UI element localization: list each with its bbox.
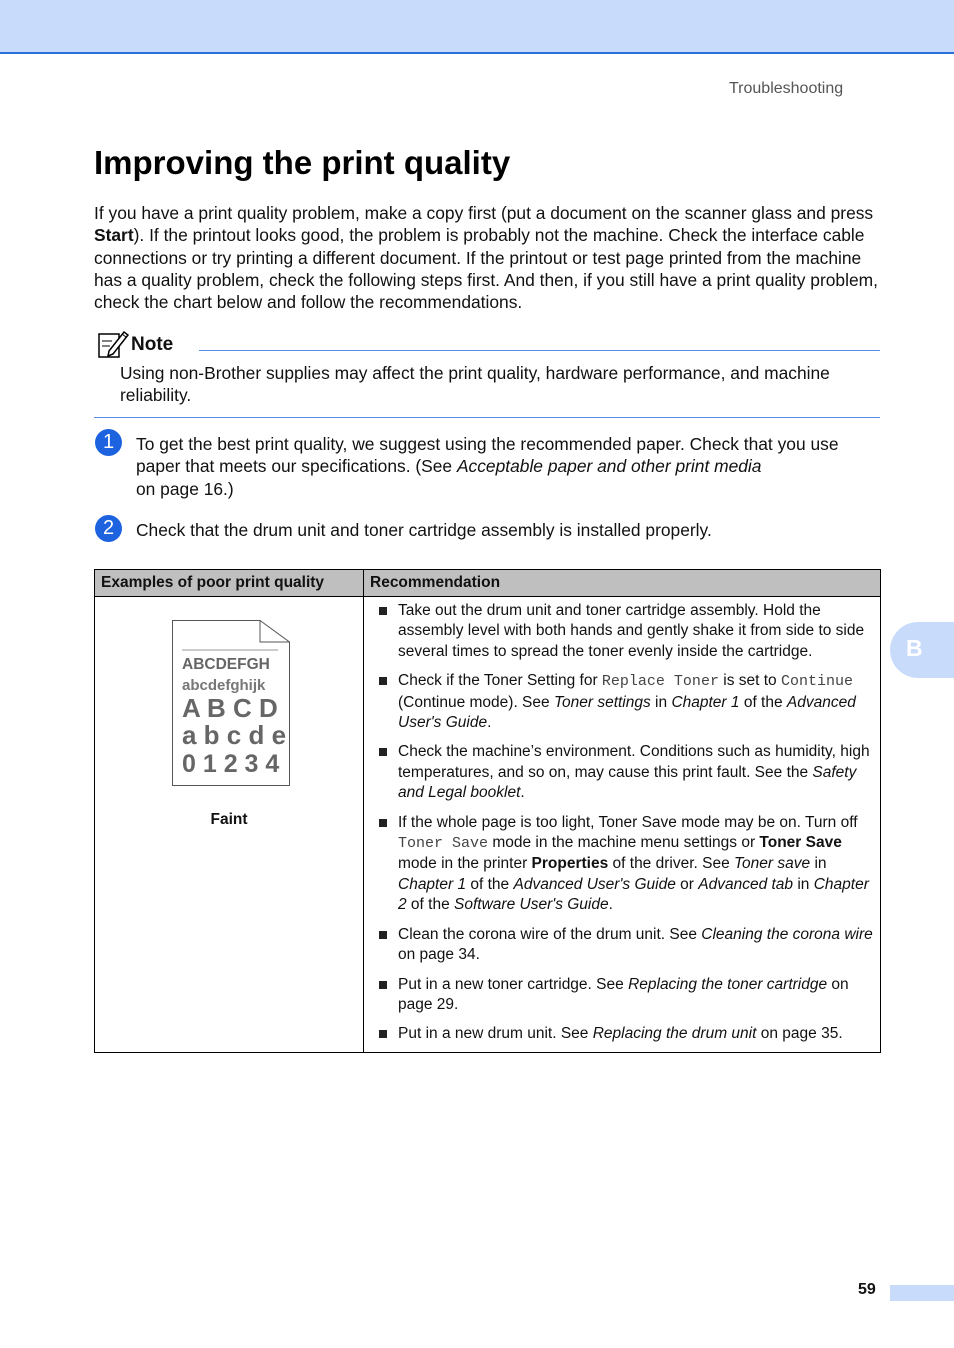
note-label: Note <box>131 334 174 355</box>
column-header-examples: Examples of poor print quality <box>95 570 364 597</box>
step-2-text: Check that the drum unit and toner cartridge assembly is installed properly. <box>136 520 712 540</box>
list-item: If the whole page is too light, Toner Save mode may be on. Turn off Toner Save mode in the machine menu settings or Toner Save mode in the printer Properties of the driver. See Toner save in Chapter 1 of the Advanced User's Guide or Advanced tab in Chapter 2 of the Software User's Guide. <box>377 813 873 916</box>
example-cell <box>95 597 364 1053</box>
sample-line-5: 0 1 2 3 4 <box>182 750 280 778</box>
intro-paragraph: If you have a print quality problem, make a copy first (put a document on the scanner glass and press Start). If the printout looks good, the problem is probably not the machine. Check the interface cable connections or try printing a different document. If the printout or test page printed from the machine has a quality problem, check the following steps first. And then, if you still have a print quality problem, check the chart below and follow the recommendations. <box>94 203 878 313</box>
list-item: Put in a new drum unit. See Replacing the drum unit on page 35. <box>377 1024 873 1044</box>
recommendation-cell <box>364 597 881 1053</box>
note-text: Using non-Brother supplies may affect the print quality, hardware performance, and machine reliability. <box>120 363 830 406</box>
sample-line-1: ABCDEFGH <box>182 656 270 673</box>
list-item: Check the machine’s environment. Conditions such as humidity, high temperatures, and so on, may cause this print fault. See the Safety and Legal booklet. <box>377 742 873 803</box>
chapter-tab <box>890 622 954 678</box>
header-band <box>0 0 954 54</box>
start-key: Start <box>94 225 134 246</box>
chapter-tab-letter: B <box>906 635 923 661</box>
running-title: Troubleshooting <box>729 80 844 97</box>
list-item: Check if the Toner Setting for Replace Toner is set to Continue (Continue mode). See Toner settings in Chapter 1 of the Advanced User's Guide. <box>377 671 873 733</box>
list-item: Clean the corona wire of the drum unit. See Cleaning the corona wire on page 34. <box>377 925 873 966</box>
list-item: Take out the drum unit and toner cartridge assembly. Hold the assembly level with both hands and gently shake it from side to side several times to spread the toner evenly inside the cartridge. <box>377 601 873 662</box>
note-rule-bottom <box>94 417 880 418</box>
step-1-text: To get the best print quality, we suggest using the recommended paper. Check that you use paper that meets our specifications. (See Acceptable paper and other print media on page 16.) <box>136 434 839 499</box>
list-item: Put in a new toner cartridge. See Replacing the toner cartridge on page 29. <box>377 975 873 1016</box>
table-row <box>95 597 881 1053</box>
sample-line-4: a b c d e <box>182 720 287 750</box>
note-pencil-icon <box>97 329 129 359</box>
sample-line-3: A B C D <box>182 693 278 723</box>
page-number: 59 <box>858 1281 876 1298</box>
sample-caption: Faint <box>210 811 248 828</box>
page-title: Improving the print quality <box>94 144 511 181</box>
page-number-band <box>890 1285 954 1301</box>
recommendation-list <box>365 598 879 1051</box>
step-2-badge: 2 <box>95 515 122 542</box>
step-1-badge: 1 <box>95 429 122 456</box>
column-header-recommendation: Recommendation <box>364 570 881 597</box>
faint-print-sample-image <box>172 620 290 786</box>
sample-line-2: abcdefghijk <box>182 677 266 694</box>
note-rule-top <box>199 350 880 351</box>
print-quality-table <box>94 569 881 1053</box>
